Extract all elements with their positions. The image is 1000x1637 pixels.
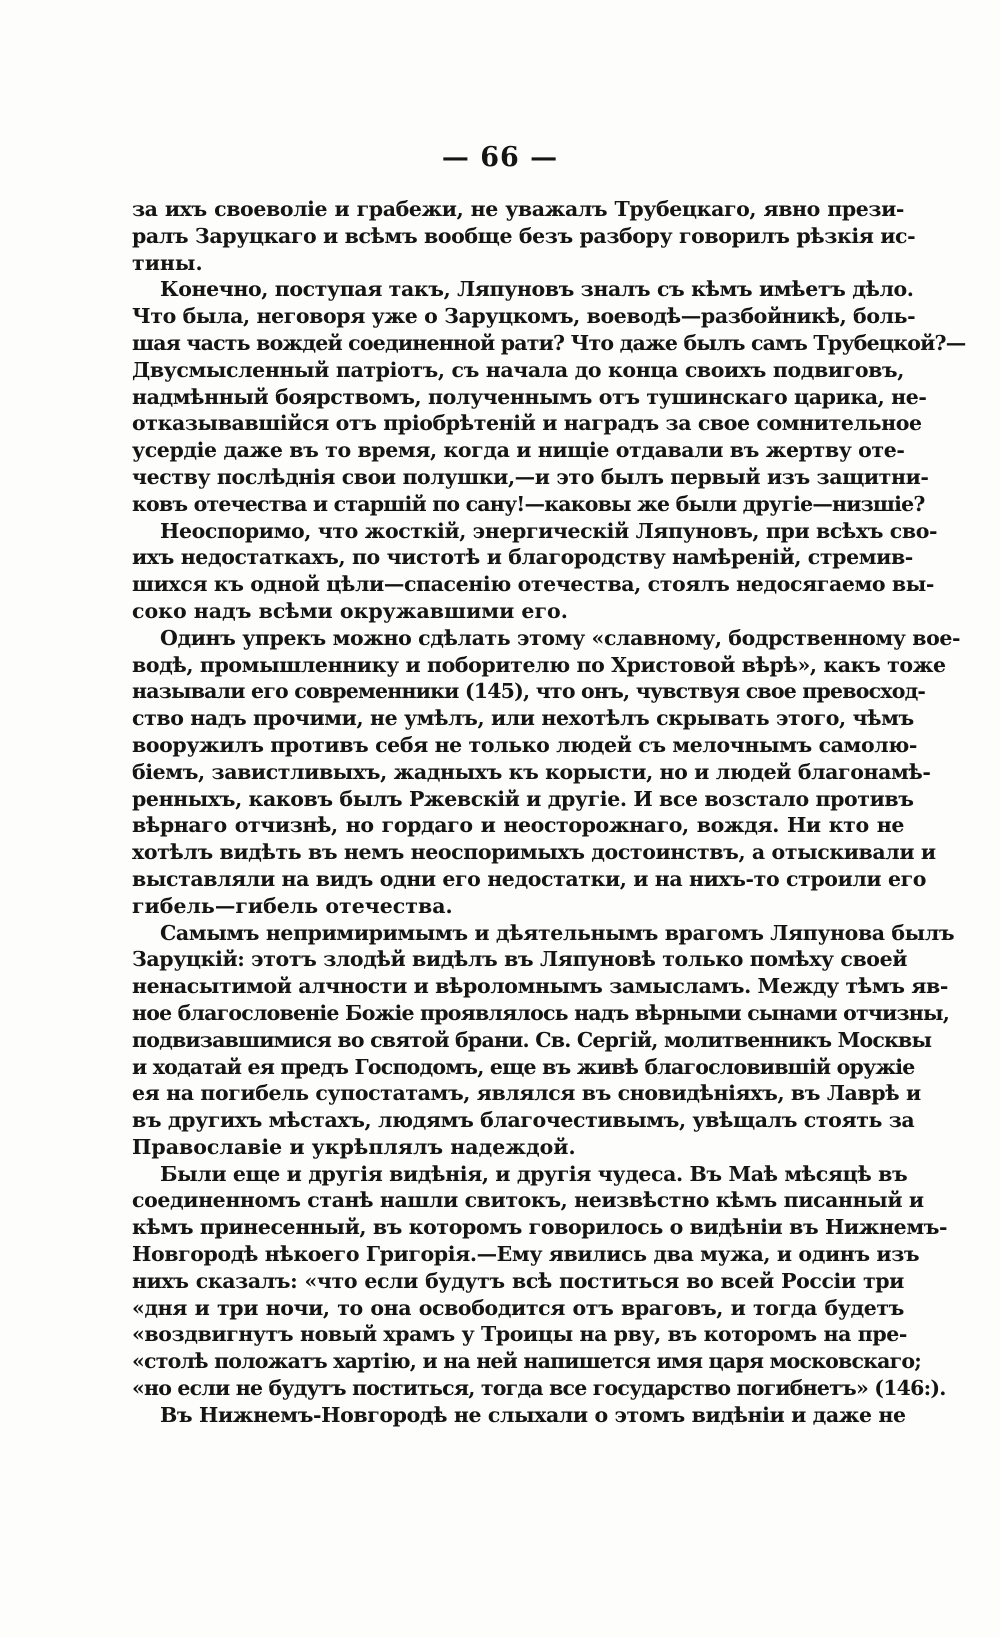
body-text [132,196,966,1429]
text-line: отказывавшійся отъ пріобрѣтеній и наградъ за свое сомнительное [132,411,922,436]
text-line: честву послѣднія свои полушки,—и это былъ первый изъ защитни- [132,464,929,489]
text-line: Заруцкій: этотъ злодѣй видѣлъ въ Ляпуновѣ только помѣху своей [132,947,908,972]
text-line: за ихъ своеволіе и грабежи, не уважалъ Трубецкаго, явно прези- [132,197,904,221]
text-line: и ходатай ея предъ Господомъ, еще въ живѣ благословившій оружіе [132,1054,915,1079]
text-line: гибель—гибель отечества. [132,893,453,918]
text-line: шая часть вождей соединенной рати? Что даже былъ самъ Трубецкой?— [132,330,966,355]
text-line: «дня и три ночи, то она освободится отъ враговъ, и тогда будетъ [132,1295,904,1320]
text-line: Что была, неговоря уже о Заруцкомъ, воеводѣ—разбойникѣ, боль- [132,304,916,329]
text-line: «столѣ положатъ хартію, и на ней напишется имя царя московскаго; [132,1349,922,1374]
text-line: ковъ отечества и старшій по сану!—каковы же были другіе—низшіе? [132,491,925,516]
text-line: ство надъ прочими, не умѣлъ, или нехотѣлъ скрывать этого, чѣмъ [132,706,914,731]
text-line: нихъ сказалъ: «что если будутъ всѣ поститься во всей Россіи три [132,1268,904,1293]
text-line: шихся къ одной цѣли—спасенію отечества, стоялъ недосягаемо вы- [132,572,934,597]
text-line: Новгородѣ нѣкоего Григорія.—Ему явились два мужа, и одинъ изъ [132,1242,920,1267]
text-line: ренныхъ, каковъ былъ Ржевскій и другіе. И все возстало противъ [132,786,914,811]
text-line: усердіе даже въ то время, когда и нищіе отдавали въ жертву оте- [132,438,905,463]
text-line: выставляли на видъ одни его недостатки, и на нихъ-то строили его [132,866,927,891]
text-line: водѣ, промышленнику и поборителю по Христовой вѣрѣ», какъ тоже [132,652,946,677]
text-line: кѣмъ принесенный, въ которомъ говорилось о видѣніи въ Нижнемъ- [132,1215,948,1240]
text-line: подвизавшимися во святой брани. Св. Сергій, молитвенникъ Москвы [132,1027,932,1052]
text-line: Въ Нижнемъ-Новгородѣ не слыхали о этомъ видѣніи и даже не [160,1402,906,1427]
page-number: — 66 — [441,142,559,173]
text-line: вѣрнаго отчизнѣ, но гордаго и неосторожнаго, вождя. Ни кто не [132,813,904,838]
text-line: надмѣнный боярствомъ, полученнымъ отъ тушинскаго царика, не- [132,384,927,409]
text-line: ихъ недостаткахъ, по чистотѣ и благородству намѣреній, стремив- [132,545,913,570]
text-line: Православіе и укрѣплялъ надеждой. [132,1134,576,1159]
text-line: Двусмысленный патріотъ, съ начала до конца своихъ подвиговъ, [132,357,904,382]
text-line: біемъ, завистливыхъ, жадныхъ къ корысти, но и людей благонамѣ- [132,759,931,784]
text-line: ея на погибель супостатамъ, являлся въ сновидѣніяхъ, въ Лаврѣ и [132,1081,921,1106]
text-line: въ другихъ мѣстахъ, людямъ благочестивымъ, увѣщалъ стоять за [132,1108,915,1133]
text-line: хотѣлъ видѣть въ немъ неоспоримыхъ достоинствъ, а отыскивали и [132,840,936,865]
text-line: соко надъ всѣми окружавшими его. [132,598,568,623]
text-line: Были еще и другія видѣнія, и другія чудеса. Въ Маѣ мѣсяцѣ въ [160,1161,908,1186]
text-line: Неоспоримо, что жосткій, энергическій Ляпуновъ, при всѣхъ сво- [160,518,938,543]
text-line: «воздвигнутъ новый храмъ у Троицы на рву, въ которомъ на пре- [132,1322,908,1347]
text-line: ралъ Заруцкаго и всѣмъ вообще безъ разбору говорилъ рѣзкія ис- [132,223,916,248]
text-line: вооружилъ противъ себя не только людей съ мелочнымъ самолю- [132,732,918,757]
text-line: называли его современники (145), что онъ, чувствуя свое превосход- [132,679,926,704]
text-line: ненасытимой алчности и вѣроломнымъ замысламъ. Между тѣмъ яв- [132,974,948,999]
text-line: тины. [132,250,203,275]
text-line: Конечно, поступая такъ, Ляпуновъ зналъ съ кѣмъ имѣетъ дѣло. [160,277,914,302]
text-line: Одинъ упрекъ можно сдѣлать этому «славному, бодрственному вое- [160,625,961,650]
text-line: «но если не будутъ поститься, тогда все государство погибнетъ» (146:). [132,1376,946,1401]
text-line: ное благословеніе Божіе проявлялось надъ вѣрными сынами отчизны, [132,1000,950,1025]
text-line: соединенномъ станѣ нашли свитокъ, неизвѣстно кѣмъ писанный и [132,1188,924,1213]
text-line: Самымъ непримиримымъ и дѣятельнымъ врагомъ Ляпунова былъ [160,920,955,945]
